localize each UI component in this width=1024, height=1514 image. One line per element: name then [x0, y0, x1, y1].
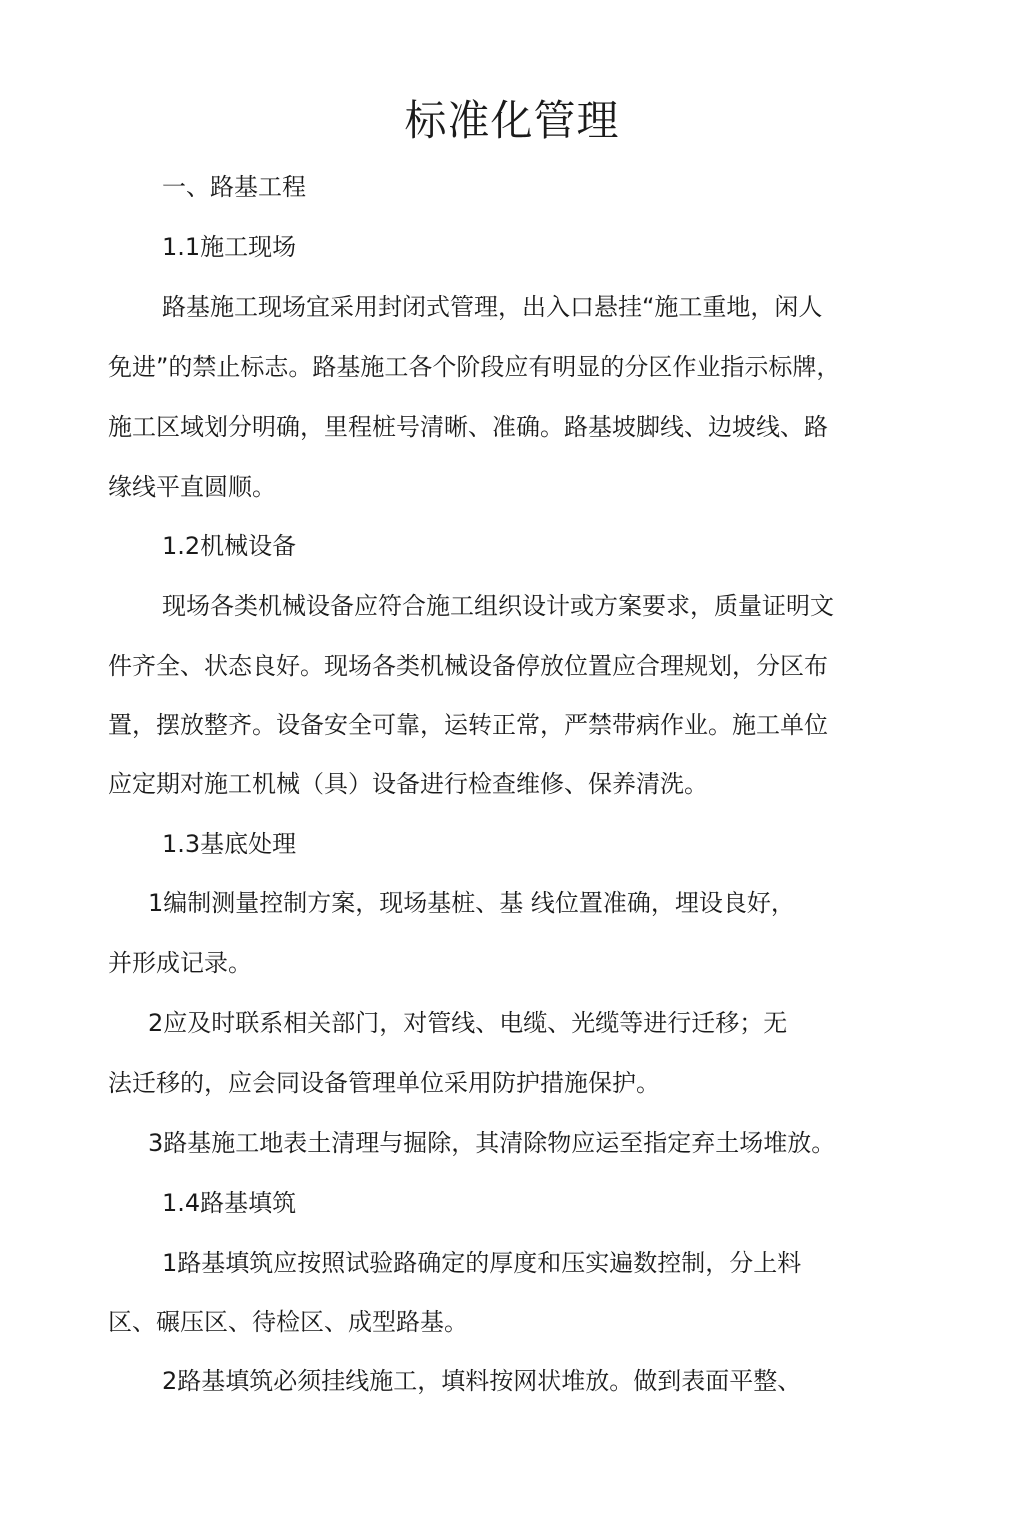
paragraph-line: 应定期对施工机械（具）设备进行检查维修、保养清洗。	[108, 770, 708, 798]
subsection-heading-1-3: 1.3基底处理	[162, 830, 297, 858]
subsection-heading-1-4: 1.4路基填筑	[162, 1189, 297, 1217]
paragraph-line: 2应及时联系相关部门，对管线、电缆、光缆等进行迁移；无	[148, 1009, 788, 1037]
paragraph-line: 法迁移的，应会同设备管理单位采用防护措施保护。	[108, 1069, 660, 1097]
paragraph-line: 免进”的禁止标志。路基施工各个阶段应有明显的分区作业指示标牌，	[108, 353, 841, 381]
paragraph-line: 缘线平直圆顺。	[108, 473, 276, 501]
paragraph-line: 置，摆放整齐。设备安全可靠，运转正常，严禁带病作业。施工单位	[108, 711, 828, 739]
paragraph-line: 1编制测量控制方案，现场基桩、基 线位置准确，埋设良好，	[148, 889, 795, 917]
paragraph-line: 并形成记录。	[108, 949, 252, 977]
paragraph-line: 3路基施工地表土清理与掘除，其清除物应运至指定弃土场堆放。	[148, 1129, 836, 1157]
paragraph-line: 施工区域划分明确，里程桩号清晰、准确。路基坡脚线、边坡线、路	[108, 413, 828, 441]
paragraph-line: 区、碾压区、待检区、成型路基。	[108, 1308, 468, 1336]
page-title: 标准化管理	[404, 96, 620, 145]
subsection-heading-1-2: 1.2机械设备	[162, 532, 297, 560]
paragraph-line: 件齐全、状态良好。现场各类机械设备停放位置应合理规划，分区布	[108, 652, 828, 680]
section-heading-roadbed: 一、路基工程	[162, 173, 306, 201]
paragraph-line: 1路基填筑应按照试验路确定的厚度和压实遍数控制，分上料	[162, 1249, 802, 1277]
subsection-heading-1-1: 1.1施工现场	[162, 233, 297, 261]
paragraph-line: 现场各类机械设备应符合施工组织设计或方案要求，质量证明文	[162, 592, 834, 620]
paragraph-line: 2路基填筑必须挂线施工，填料按网状堆放。做到表面平整、	[162, 1367, 802, 1395]
paragraph-line: 路基施工现场宜采用封闭式管理，出入口悬挂“施工重地，闲人	[162, 293, 823, 321]
